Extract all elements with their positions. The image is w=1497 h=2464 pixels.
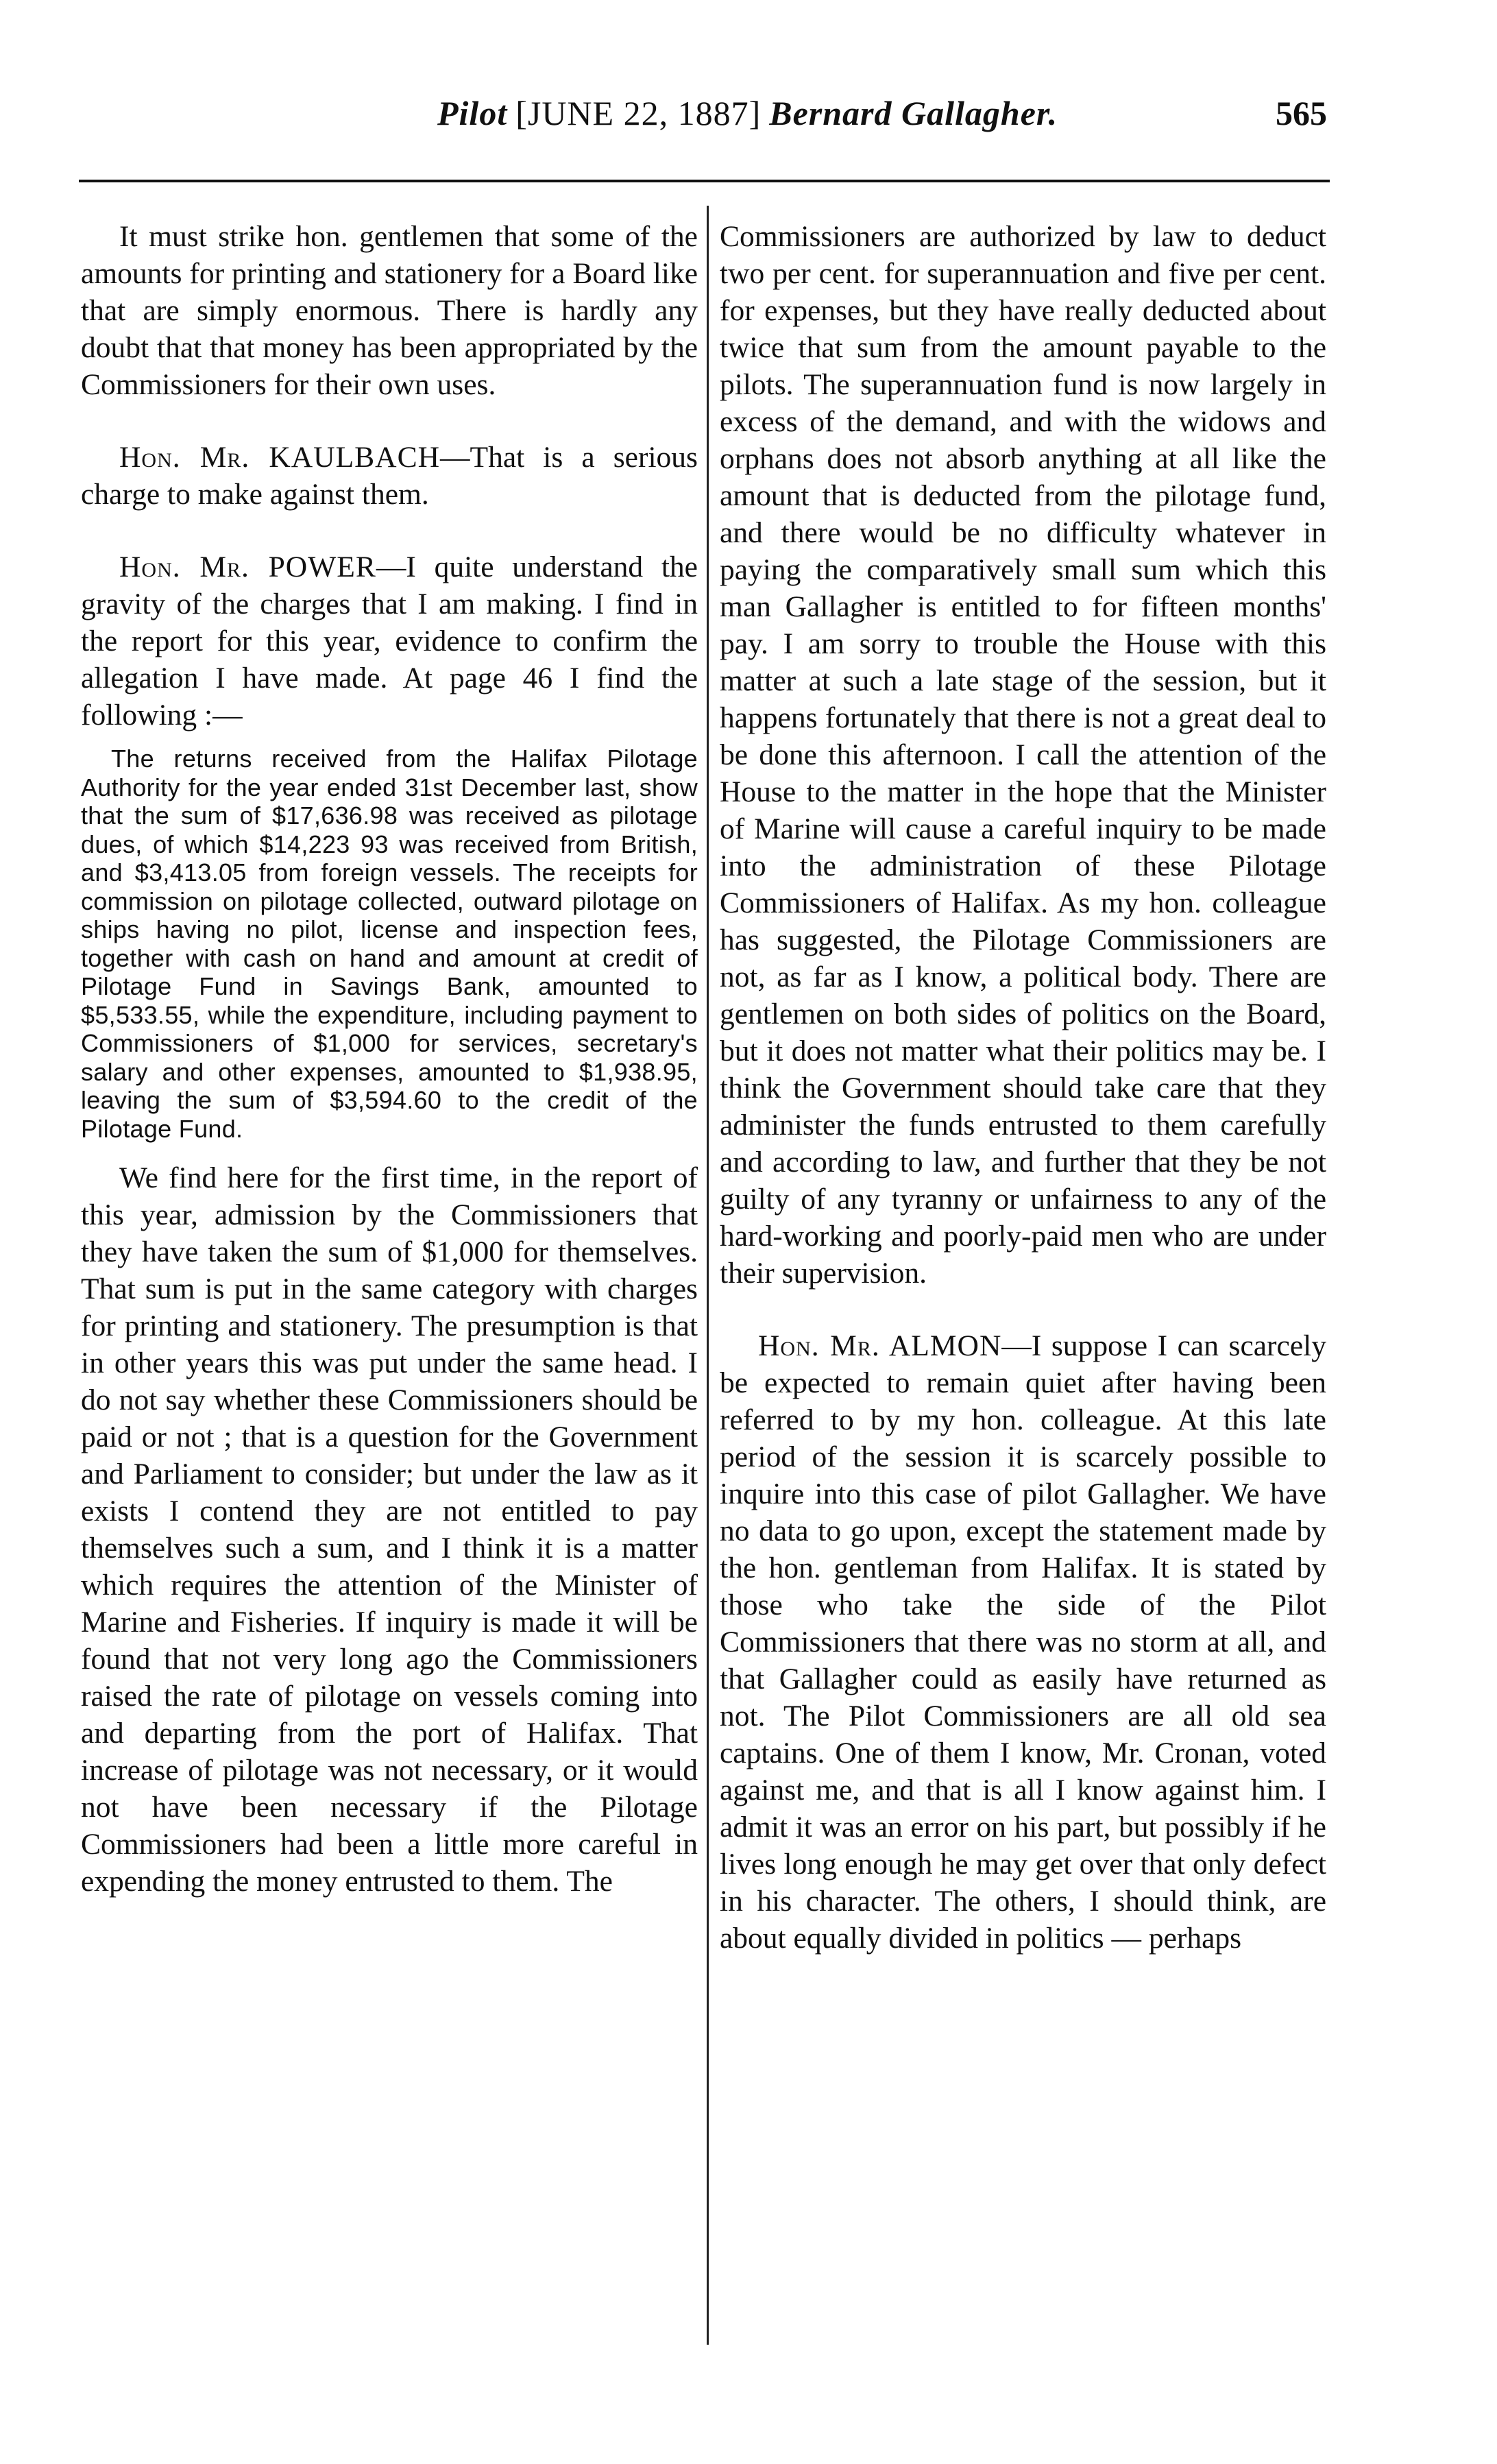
speaker-name: Hon. Mr. KAULBACH — [119, 441, 440, 474]
left-column — [81, 218, 698, 1900]
speech-kaulbach — [81, 439, 698, 513]
running-head — [437, 93, 1058, 133]
header-rule — [79, 180, 1330, 182]
paragraph: It must strike hon. gentlemen that some of the amounts for printing and stationery for a Board like that are simply enormous. There is hardly any doubt that that money has been appropriated by the Commissioners for their own uses. — [81, 220, 698, 401]
page-number: 565 — [1276, 94, 1327, 132]
speech-almon — [720, 1327, 1326, 1957]
speech-power — [81, 548, 698, 734]
speaker-name: Hon. Mr. ALMON — [758, 1329, 1002, 1362]
running-head-name: Bernard Gallagher. — [769, 94, 1058, 132]
speech-text: —That is a serious charge to make against them. — [81, 441, 698, 511]
page-header — [0, 88, 1497, 143]
speech-text: —I quite understand the gravity of the charges that I am making. I find in the report for this year, evidence to confirm the allegation I have made. At page 46 I find the following :— — [81, 551, 698, 732]
running-head-date: [JUNE 22, 1887] — [515, 94, 762, 132]
speech-text: —I suppose I can scarcely be expected to remain quiet after having been referred to by my hon. colleague. At this late period of the session it is scarcely possible to inquire into this case of pilot Gallagher. We have no data to go upon, except the statement made by the hon. gentleman from Halifax. It is stated by those who take the side of the Pilot Commissioners that there was no storm at all, and that Gallagher could as easily have returned as not. The Pilot Commissioners are all old sea captains. One of them I know, Mr. Cronan, voted against me, and that is all I know against him. I admit it was an error on his part, but possibly if he lives long enough he may get over that only defect in his character. The others, I should think, are about equally divided in politics — perhaps — [720, 1329, 1326, 1955]
column-divider — [707, 206, 709, 2345]
report-quotation: The returns received from the Halifax Pilotage Authority for the year ended 31st December last, show that the sum of $17,636.98 was received as pilotage dues, of which $14,223 93 was received from British, and $3,413.05 from foreign vessels. The receipts for commission on pilotage collected, outward pilotage on ships having no pilot, license and inspection fees, together with cash on hand and amount at credit of Pilotage Fund in Savings Bank, amounted to $5,533.55, while the expenditure, including payment to Commissioners of $1,000 for services, secretary's salary and other expenses, amounted to $1,938.95, leaving the sum of $3,594.60 to the credit of the Pilotage Fund. — [81, 745, 698, 1143]
right-column — [720, 218, 1326, 1957]
paragraph: Commissioners are authorized by law to deduct two per cent. for superannuation and five per cent. for expenses, but they have really deducted about twice that sum from the amount payable to the pilots. The superannuation fund is now largely in excess of the demand, and with the widows and orphans does not absorb anything at all like the amount that is deducted from the pilotage fund, and there would be no difficulty whatever in paying the comparatively small sum which this man Gallagher is entitled to for fifteen months' pay. I am sorry to trouble the House with this matter at such a late stage of the session, but it happens fortunately that there is not a great deal to be done this afternoon. I call the attention of the House to the matter in the hope that the Minister of Marine will cause a careful inquiry to be made into the administration of these Pilotage Commissioners of Halifax. As my hon. colleague has suggested, the Pilotage Commissioners are not, as far as I know, a political body. There are gentlemen on both sides of politics on the Board, but it does not matter what their politics may be. I think the Government should take care that they administer the funds entrusted to them carefully and according to law, and further that they be not guilty of any tyranny or unfairness to any of the hard-working and poorly-paid men who are under their supervision. — [720, 220, 1326, 1290]
paragraph: We find here for the first time, in the report of this year, admission by the Commissioners that they have taken the sum of $1,000 for themselves. That sum is put in the same category with charges for printing and stationery. The presumption is that in other years this was put under the same head. I do not say whether these Commissioners should be paid or not ; that is a question for the Government and Parliament to consider; but under the law as it exists I contend they are not entitled to pay themselves such a sum, and I think it is a matter which requires the attention of the Minister of Marine and Fisheries. If inquiry is made it will be found that not very long ago the Commissioners raised the rate of pilotage on vessels coming into and departing from the port of Halifax. That increase of pilotage was not necessary, or it would not have been necessary if the Pilotage Commissioners had been a little more careful in expending the money entrusted to them. The — [81, 1161, 698, 1898]
speaker-name: Hon. Mr. POWER — [119, 551, 376, 583]
running-head-pilot: Pilot — [437, 94, 508, 132]
